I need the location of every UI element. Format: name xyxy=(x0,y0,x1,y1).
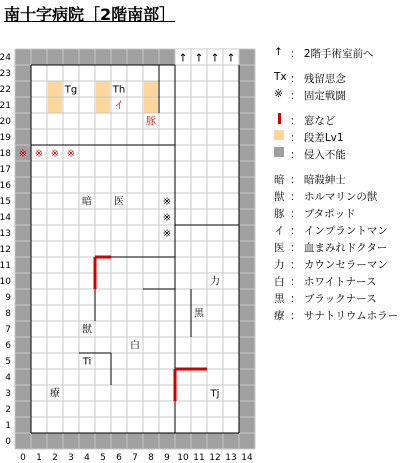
step-cell xyxy=(144,81,158,97)
legend-item xyxy=(272,189,412,206)
legend-text: ： 暗殺紳士 xyxy=(290,174,346,186)
step-cell xyxy=(96,81,110,97)
col-label: 2 xyxy=(52,453,58,463)
col-label: 13 xyxy=(225,453,237,463)
map-cell-label: ※ xyxy=(162,228,172,240)
row-label: 6 xyxy=(5,341,11,351)
legend-item xyxy=(272,113,412,130)
row-label: 9 xyxy=(5,293,11,303)
row-label: 24 xyxy=(0,53,11,63)
step-cell xyxy=(48,97,62,113)
legend-item xyxy=(272,46,412,63)
map-cell-label: 黒 xyxy=(194,308,204,320)
col-label: 4 xyxy=(84,453,90,463)
row-label: 3 xyxy=(5,389,11,399)
col-label: 14 xyxy=(241,453,253,463)
row-label: 1 xyxy=(5,421,11,431)
map-cell-label: Tg xyxy=(64,84,78,96)
legend-item xyxy=(272,130,412,147)
legend-item xyxy=(272,308,412,325)
row-label: 10 xyxy=(0,277,11,287)
map-title: 南十字病院［2階南部］ xyxy=(4,5,176,24)
map-cell-label: ※ xyxy=(162,196,172,208)
row-label: 22 xyxy=(0,85,11,95)
row-label: 20 xyxy=(0,117,11,127)
blocked-swatch xyxy=(274,147,284,157)
legend-text: ： 血まみれドクター xyxy=(290,242,388,254)
stairs-up-arrow: ↑ xyxy=(194,51,204,65)
map-cell-label: ※ xyxy=(50,148,60,160)
legend-text: ： ブラックナース xyxy=(290,293,377,305)
legend-item xyxy=(272,257,412,274)
row-label: 2 xyxy=(5,405,11,415)
map-cell-label: 療 xyxy=(50,388,60,400)
legend-symbol: 黒 xyxy=(274,293,285,305)
legend-symbol: 獣 xyxy=(274,191,285,203)
legend-text: ： 残留思念 xyxy=(290,73,346,85)
step-cell xyxy=(48,81,62,97)
legend-text: ： 固定戦闘 xyxy=(290,90,346,102)
row-label: 17 xyxy=(0,165,11,175)
map-cell-label: Tj xyxy=(210,388,220,400)
legend-symbol: ※ xyxy=(274,88,283,100)
legend-text: ： ホワイトナース xyxy=(290,276,377,288)
col-label: 6 xyxy=(116,453,122,463)
legend-gap xyxy=(272,164,412,172)
legend-symbol: イ xyxy=(274,225,285,237)
row-label: 13 xyxy=(0,229,11,239)
legend-symbol: 暗 xyxy=(274,174,285,186)
legend-gap xyxy=(272,63,412,71)
legend-item xyxy=(272,71,412,88)
row-label: 12 xyxy=(0,245,11,255)
legend-item xyxy=(272,223,412,240)
map-cell-label: 獣 xyxy=(82,324,92,336)
legend-item xyxy=(272,206,412,223)
legend-symbol: 医 xyxy=(274,242,285,254)
stairs-up-arrow: ↑ xyxy=(210,51,220,65)
row-label: 7 xyxy=(5,325,11,335)
col-label: 1 xyxy=(36,453,42,463)
col-label: 11 xyxy=(193,453,205,463)
map-cell-label: 医 xyxy=(114,196,124,208)
legend-item xyxy=(272,240,412,257)
legend-text: ： ブタポッド xyxy=(290,208,356,220)
row-label: 16 xyxy=(0,181,11,191)
col-label: 10 xyxy=(177,453,189,463)
map-cell-label: 豚 xyxy=(146,116,156,128)
row-label: 0 xyxy=(5,437,11,447)
map-cell-label: ※ xyxy=(162,212,172,224)
row-label: 21 xyxy=(0,101,11,111)
step-swatch xyxy=(274,130,284,140)
map-cell-label: ※ xyxy=(66,148,76,160)
row-label: 19 xyxy=(0,133,11,143)
map-cell-label: 力 xyxy=(210,276,220,288)
legend-item xyxy=(272,274,412,291)
legend-text: ： カウンセラーマン xyxy=(290,259,388,271)
step-cell xyxy=(96,97,110,113)
legend-text: ： 窓など xyxy=(290,115,336,127)
row-label: 14 xyxy=(0,213,11,223)
map-cell-label: ※ xyxy=(18,148,28,160)
stairs-up-arrow: ↑ xyxy=(226,51,236,65)
map-cell-label: イ xyxy=(114,100,124,112)
row-label: 23 xyxy=(0,69,11,79)
legend-item xyxy=(272,172,412,189)
col-label: 0 xyxy=(20,453,26,463)
col-label: 12 xyxy=(209,453,221,463)
step-cell xyxy=(144,97,158,113)
col-label: 8 xyxy=(148,453,154,463)
row-label: 8 xyxy=(5,309,11,319)
legend-symbol: 豚 xyxy=(274,208,285,220)
legend-item xyxy=(272,291,412,308)
legend-item xyxy=(272,147,412,164)
legend-item xyxy=(272,88,412,105)
legend-gap xyxy=(272,105,412,113)
legend-symbol: Tx xyxy=(274,71,287,83)
col-label: 5 xyxy=(100,453,106,463)
map-cell-label: 暗 xyxy=(82,196,92,208)
map-legend xyxy=(272,46,412,325)
row-label: 18 xyxy=(0,149,11,159)
row-label: 5 xyxy=(5,357,11,367)
stairs-up-arrow: ↑ xyxy=(178,51,188,65)
map-cell-label: Th xyxy=(112,84,126,96)
legend-symbol: 白 xyxy=(274,276,285,288)
map-cell-label: ※ xyxy=(34,148,44,160)
legend-text: ： インプラントマン xyxy=(290,225,388,237)
row-label: 4 xyxy=(5,373,11,383)
legend-text: ： 侵入不能 xyxy=(290,149,346,161)
legend-text: ： ホルマリンの獣 xyxy=(290,191,378,203)
row-label: 11 xyxy=(0,261,11,271)
col-label: 3 xyxy=(68,453,74,463)
legend-symbol: 療 xyxy=(274,310,285,322)
map-cell-label: 白 xyxy=(130,340,140,352)
legend-text: ： 2階手術室前へ xyxy=(290,48,374,60)
row-label: 15 xyxy=(0,197,11,207)
legend-symbol: 力 xyxy=(274,259,285,271)
legend-text: ： サナトリウムホラー xyxy=(290,310,399,322)
window-swatch xyxy=(278,113,281,124)
legend-symbol: ↑ xyxy=(274,46,283,58)
col-label: 9 xyxy=(164,453,170,463)
legend-text: ： 段差Lv1 xyxy=(290,132,344,144)
col-label: 7 xyxy=(132,453,138,463)
map-cell-label: Ti xyxy=(82,356,92,368)
